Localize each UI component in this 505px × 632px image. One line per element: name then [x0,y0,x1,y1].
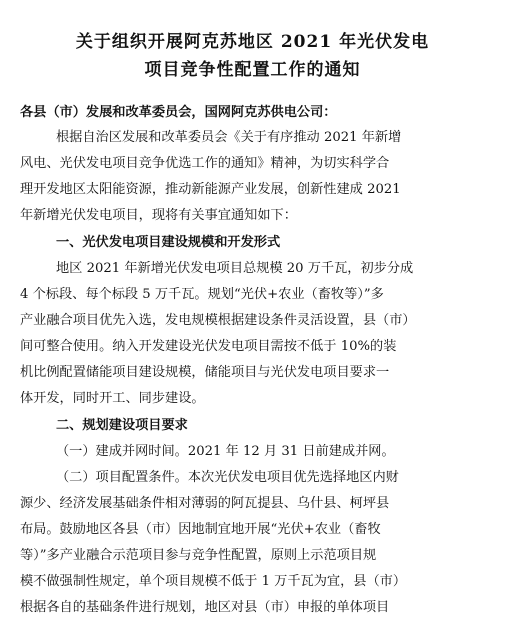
section-1-line: 体开发，同时开工、同步建设。 [20,391,205,406]
intro-line: 根据自治区发展和改革委员会《关于有序推动 2021 年新增 [56,130,402,145]
addressee: 各县（市）发展和改革委员会，国网阿克苏供电公司： [20,105,337,120]
section-2-item-2-line: 源少、经济发展基础条件相对薄弱的阿瓦提县、乌什县、柯坪县 [20,496,390,511]
section-2-item-2-line: 等）”多产业融合示范项目参与竞争性配置，原则上示范项目规 [20,548,377,563]
section-1-line: 产业融合项目优先入选，发电规模根据建设条件灵活设置，县（市） [20,313,416,328]
section-2-item-1: （一）建成并网时间。2021 年 12 月 31 日前建成并网。 [56,444,395,459]
intro-line: 风电、光伏发电项目竞争优选工作的通知》精神，为切实科学合 [20,156,390,171]
section-1-heading: 一、光伏发电项目建设规模和开发形式 [56,235,281,250]
section-2-item-2-line: 模不做强制性规定，单个项目规模不低于 1 万千瓦为宜，县（市） [20,574,407,589]
section-1-line: 机比例配置储能项目建设规模，储能项目与光伏发电项目要求一 [20,365,390,380]
section-2-item-2-line: 根据各自的基础条件进行规划，地区对县（市）申报的单体项目 [20,600,390,615]
intro-line: 年新增光伏发电项目，现将有关事宜通知如下： [20,208,297,223]
section-1-line: 间可整合使用。纳入开发建设光伏发电项目需按不低于 10%的装 [20,339,397,354]
section-1-line: 地区 2021 年新增光伏发电项目总规模 20 万千瓦，初步分成 [56,261,414,276]
section-2-item-2-line: 布局。鼓励地区各县（市）因地制宜地开展“光伏+农业（畜牧 [20,522,381,537]
section-2-heading: 二、规划建设项目要求 [56,418,188,433]
document-title-line-1: 关于组织开展阿克苏地区 2021 年光伏发电 [75,32,430,52]
document-title-line-2: 项目竞争性配置工作的通知 [144,60,361,80]
section-1-line: 4 个标段、每个标段 5 万千瓦。规划“光伏+农业（畜牧等）”多 [20,287,384,302]
intro-line: 理开发地区太阳能资源，推动新能源产业发展，创新性建成 2021 [20,182,401,197]
section-2-item-2-line: （二）项目配置条件。本次光伏发电项目优先选择地区内财 [56,470,399,485]
